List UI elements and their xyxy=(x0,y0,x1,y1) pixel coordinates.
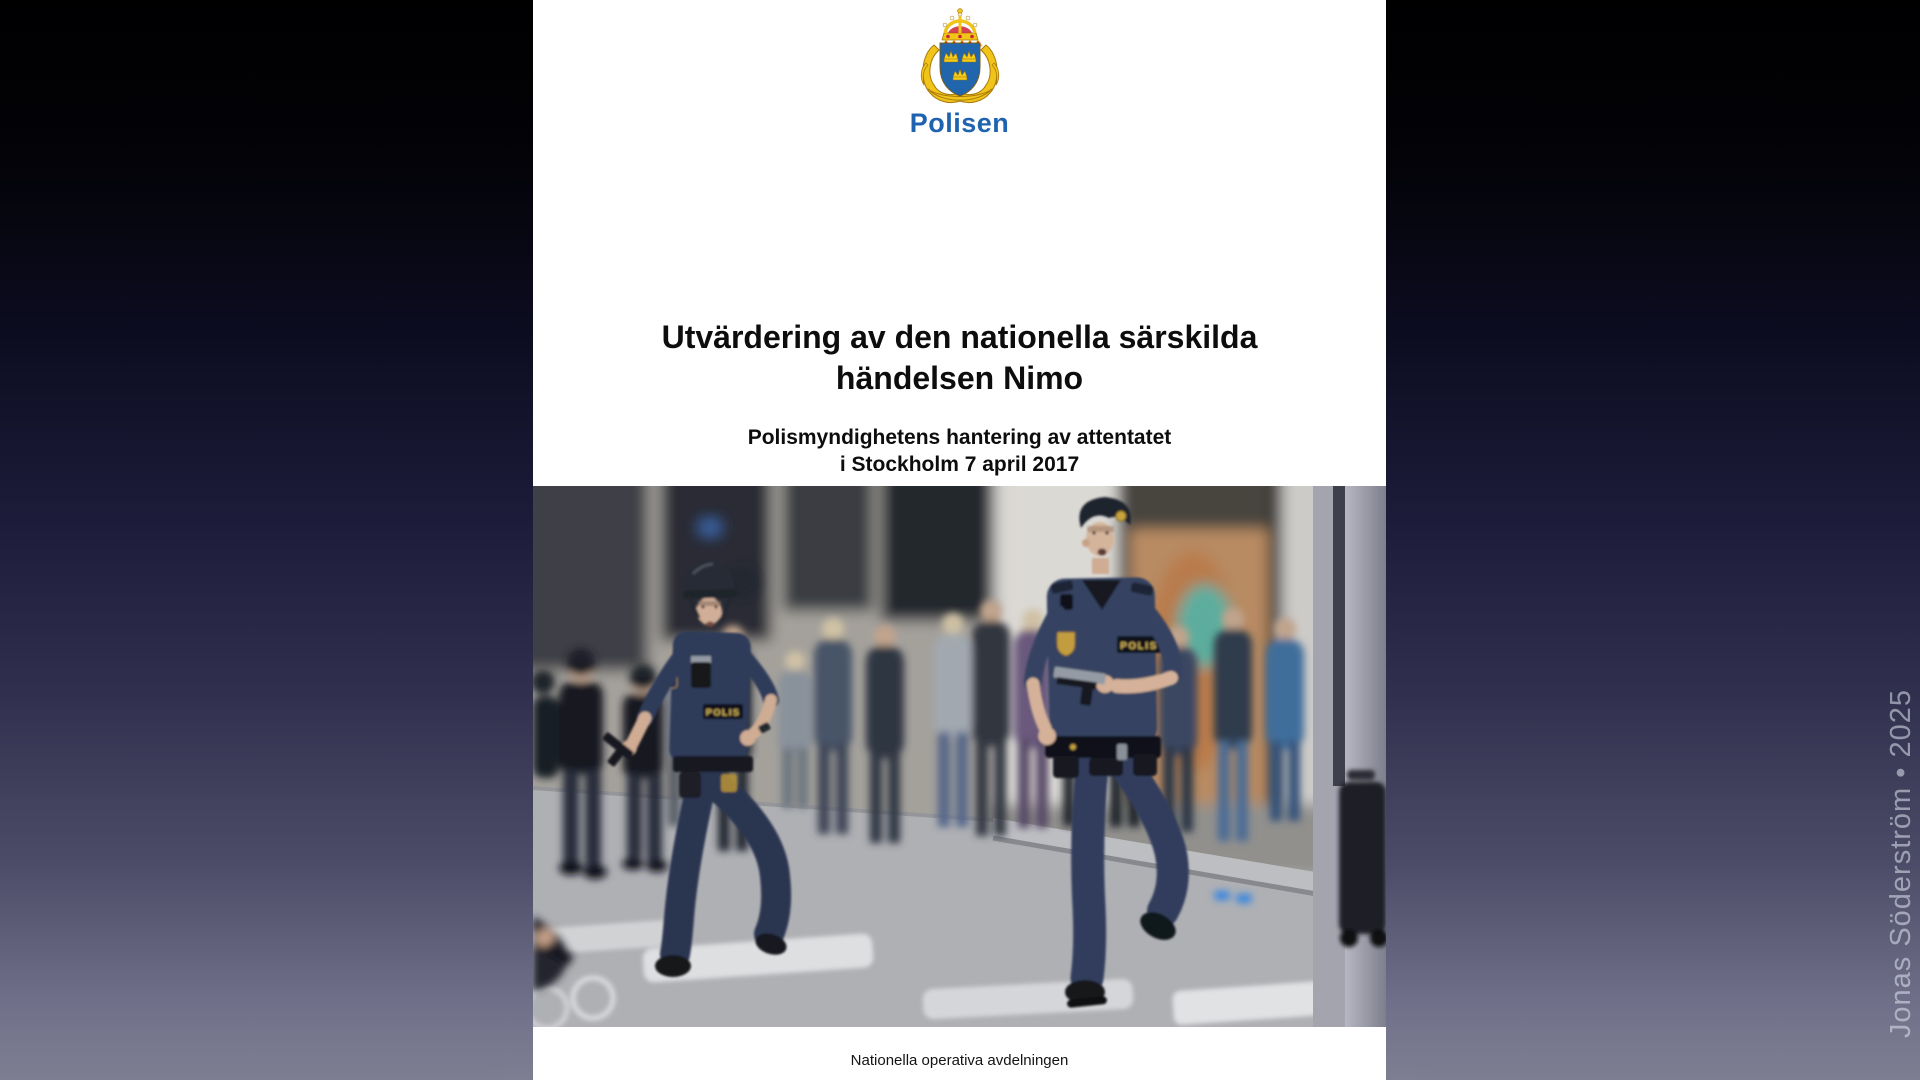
report-title-line1: Utvärdering av den nationella särskilda xyxy=(661,319,1258,355)
report-title-line2: händelsen Nimo xyxy=(835,360,1084,396)
report-subtitle-line2: i Stockholm 7 april 2017 xyxy=(839,453,1080,476)
report-cover-page xyxy=(533,0,1386,1080)
report-subtitle xyxy=(533,424,1386,478)
polis-patch-officer-2: POLIS xyxy=(1120,641,1158,652)
report-title xyxy=(533,317,1386,399)
polisen-logo xyxy=(533,7,1386,139)
author-credit: Jonas Söderström • 2025 xyxy=(1885,688,1917,1038)
cover-photo-illustration xyxy=(533,486,1386,1027)
polisen-wordmark: Polisen xyxy=(909,108,1010,138)
footer-department: Nationella operativa avdelningen xyxy=(850,1052,1069,1069)
polisen-crest-icon xyxy=(914,7,1006,107)
polis-patch-officer-1: POLIS xyxy=(705,707,741,719)
report-subtitle-line1: Polismyndighetens hantering av attentatet xyxy=(747,426,1172,449)
cover-photo xyxy=(533,486,1386,1027)
